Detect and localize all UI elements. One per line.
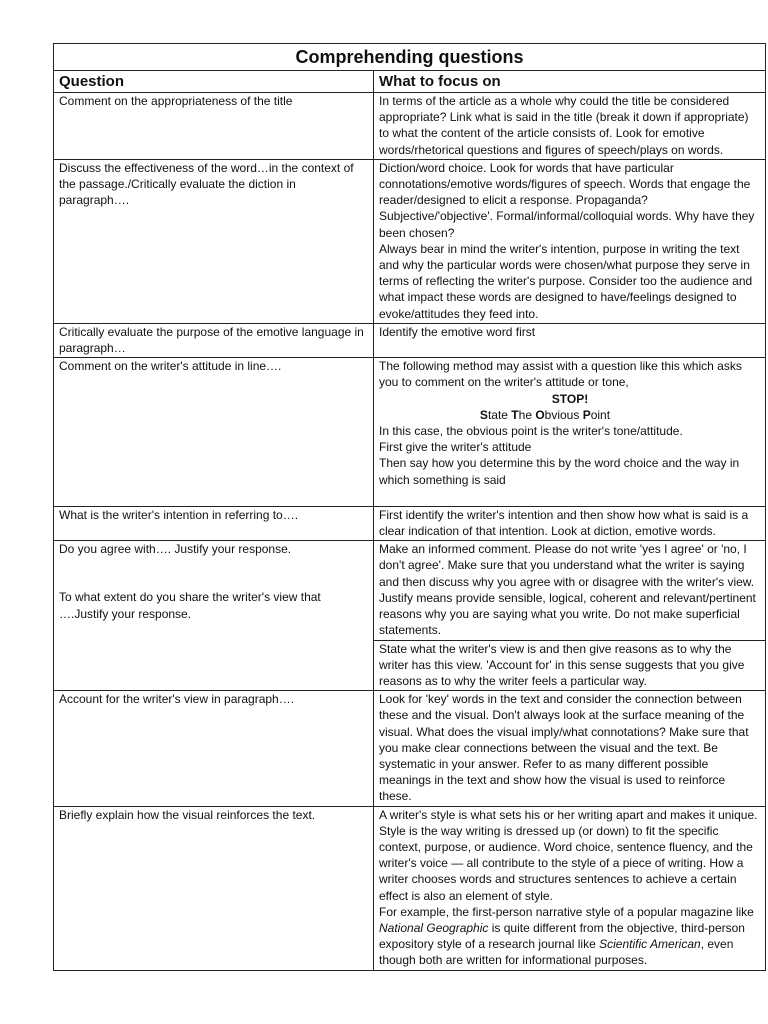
focus-paragraph: Diction/word choice. Look for words that have particular connotations/emotive words/figures of speech. Words that engage the reader/designed to elicit a response. Propaganda? Subjective/'objective'. Formal/informal/colloquial words. Why have they been chosen?	[379, 160, 755, 240]
question-cell: Discuss the effectiveness of the word…in the context of the passage./Critically evaluate the diction in paragraph….	[54, 159, 374, 323]
acronym-word: bvious	[544, 407, 583, 422]
page-title: Comprehending questions	[54, 44, 766, 71]
acronym-letter: O	[535, 407, 545, 422]
focus-text: , even though both are written for informational purposes.	[379, 937, 734, 968]
focus-cell: State what the writer's view is and then give reasons as to why the writer has this view. 'Account for' in this sense suggests that you give reasons as to why the writer feels a particular way.	[374, 640, 766, 691]
focus-paragraph: In this case, the obvious point is the writer's tone/attitude.	[379, 424, 683, 439]
question-cell	[54, 541, 374, 691]
acronym-word: oint	[590, 407, 611, 422]
question-cell: What is the writer's intention in referring to….	[54, 506, 374, 540]
focus-cell	[374, 806, 766, 970]
question-cell: Briefly explain how the visual reinforces the text.	[54, 806, 374, 970]
question-text: To what extent do you share the writer's view that ….Justify your response.	[59, 590, 321, 621]
focus-cell: In terms of the article as a whole why could the title be considered appropriate? Link what is said in the title (break it down if appropriate) to what the content of the article consists of. Look for emotive words/rhetorical questions and figures of speech/plays on words.	[374, 93, 766, 160]
focus-paragraph: First give the writer's attitude	[379, 440, 532, 455]
focus-cell: First identify the writer's intention and then show how what is said is a clear indication of that intention. Look at diction, emotive words.	[374, 506, 766, 540]
magazine-title: National Geographic	[379, 920, 489, 935]
table-row	[54, 806, 766, 970]
focus-cell: Identify the emotive word first	[374, 323, 766, 357]
acronym-word: he	[518, 407, 536, 422]
comprehension-table	[53, 43, 766, 971]
table-row	[54, 159, 766, 323]
focus-paragraph: The following method may assist with a question like this which asks you to comment on the writer's attitude or tone,	[379, 359, 742, 390]
table-row	[54, 93, 766, 160]
focus-text: is quite different from the objective, third-person expository style of a research journal like	[379, 920, 745, 952]
header-row	[54, 71, 766, 93]
acronym-letter: T	[511, 407, 519, 422]
stop-heading: STOP!	[551, 391, 589, 406]
focus-text: For example, the first-person narrative style of a popular magazine like	[379, 904, 754, 919]
spacer	[59, 557, 369, 589]
table-row	[54, 358, 766, 507]
focus-cell: Make an informed comment. Please do not write 'yes I agree' or 'no, I don't agree'. Make sure that you understand what the writer is saying and then discuss why you agree with or disagree with the writer's view. Justify means provide sensible, logical, coherent and relevant/pertinent reasons why you are saying what you write. Do not make superficial statements.	[374, 541, 766, 640]
question-cell: Account for the writer's view in paragraph….	[54, 691, 374, 806]
focus-cell: Look for 'key' words in the text and consider the connection between these and the visual. Don't always look at the surface meaning of the visual. What does the visual imply/what connotations? Make sure that you make clear connections between the visual and the text. Be systematic in your answer. Refer to as many different possible meanings in the text and show how the visual is used to reinforce these.	[374, 691, 766, 806]
table-row	[54, 541, 766, 640]
focus-paragraph: A writer's style is what sets his or her writing apart and makes it unique. Style is the way writing is dressed up (or down) to fit the specific context, purpose, or audience. Word choice, sentence fluency, and the writer's voice — all contribute to the style of a piece of writing. How a writer chooses words and structures sentences to achieve a certain effect is also an element of style.	[379, 807, 758, 903]
question-text: Do you agree with…. Justify your response.	[59, 542, 292, 557]
question-column-header: Question	[54, 71, 374, 93]
title-row	[54, 44, 766, 71]
acronym-letter: S	[479, 407, 488, 422]
table-row	[54, 506, 766, 540]
journal-title: Scientific American	[599, 937, 701, 952]
question-cell: Critically evaluate the purpose of the emotive language in paragraph…	[54, 323, 374, 357]
acronym-line	[379, 407, 761, 423]
acronym-letter: P	[582, 407, 591, 422]
acronym-word: tate	[487, 407, 512, 422]
focus-cell	[374, 159, 766, 323]
question-cell: Comment on the appropriateness of the title	[54, 93, 374, 160]
focus-paragraph	[379, 904, 761, 969]
table-row	[54, 691, 766, 806]
question-cell: Comment on the writer's attitude in line….	[54, 358, 374, 507]
focus-column-header: What to focus on	[374, 71, 766, 93]
focus-cell	[374, 358, 766, 507]
table-row	[54, 323, 766, 357]
focus-paragraph: Always bear in mind the writer's intention, purpose in writing the text and why the particular words were chosen/what purpose they serve in terms of reflecting the writer's purpose. Consider too the audience and what impact these words are designed to have/feelings designed to evoke/attitudes they feed into.	[379, 241, 753, 321]
focus-paragraph: Then say how you determine this by the word choice and the way in which something is said	[379, 456, 740, 487]
